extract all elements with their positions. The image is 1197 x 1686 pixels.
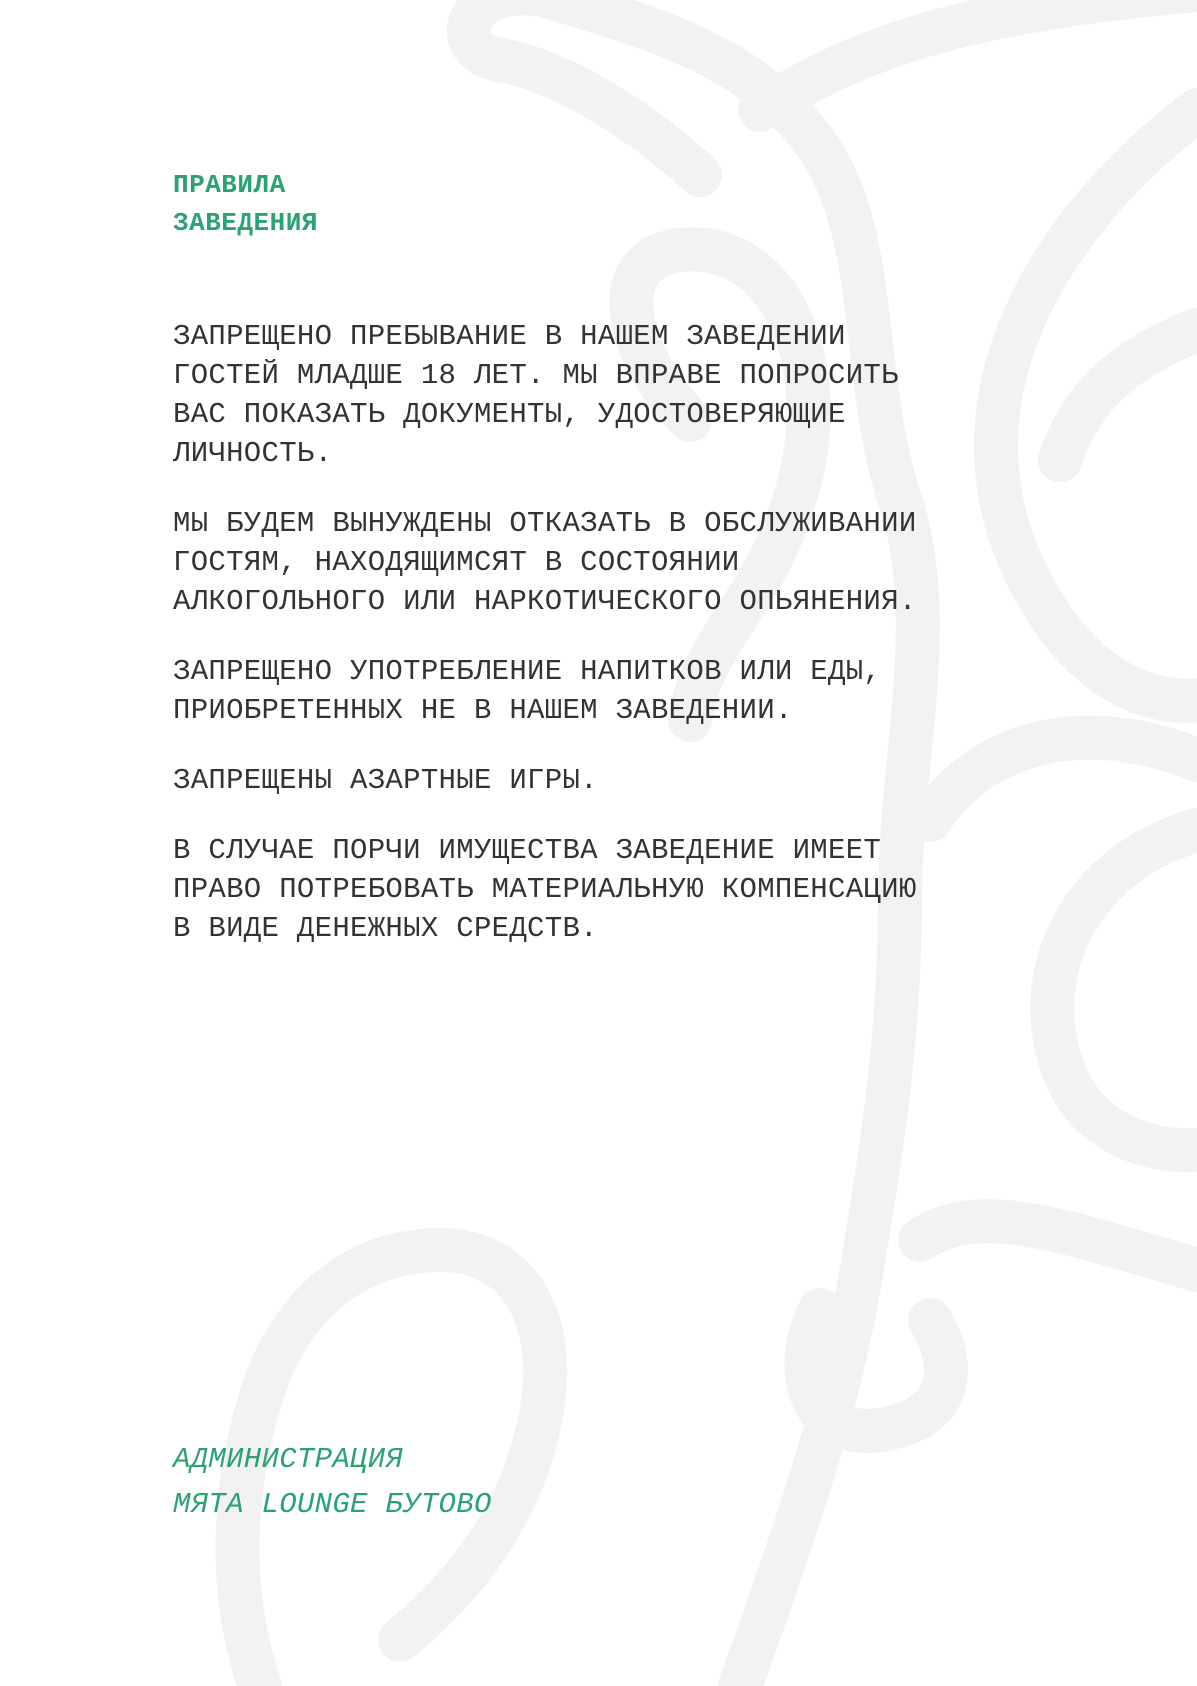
rule-line: ЗАПРЕЩЕНЫ АЗАРТНЫЕ ИГРЫ. [173,764,598,797]
page-title-line: ПРАВИЛА [173,170,286,200]
rule-line: В ВИДЕ ДЕНЕЖНЫХ СРЕДСТВ. [173,912,598,945]
signature-line: АДМИНИСТРАЦИЯ [173,1443,404,1476]
rule-line: МЫ БУДЕМ ВЫНУЖДЕНЫ ОТКАЗАТЬ В ОБСЛУЖИВАНИИ [173,507,917,540]
rule-line: ГОСТЯМ, НАХОДЯЩИМСЯТ В СОСТОЯНИИ [173,546,740,579]
rule-line: ВАС ПОКАЗАТЬ ДОКУМЕНТЫ, УДОСТОВЕРЯЮЩИЕ [173,398,846,431]
rule-paragraph [173,652,1043,730]
rule-line: АЛКОГОЛЬНОГО ИЛИ НАРКОТИЧЕСКОГО ОПЬЯНЕНИЯ. [173,585,917,618]
rule-line: ЗАПРЕЩЕНО ПРЕБЫВАНИЕ В НАШЕМ ЗАВЕДЕНИИ [173,320,846,353]
signature-line: МЯТА LOUNGE БУТОВО [173,1488,492,1521]
rule-line: ГОСТЕЙ МЛАДШЕ 18 ЛЕТ. МЫ ВПРАВЕ ПОПРОСИТЬ [173,359,899,392]
page-title [173,166,318,242]
rule-line: ПРАВО ПОТРЕБОВАТЬ МАТЕРИАЛЬНУЮ КОМПЕНСАЦИЮ [173,873,917,906]
rules-list [173,317,1043,979]
rule-paragraph [173,317,1043,473]
rule-line: ПРИОБРЕТЕННЫХ НЕ В НАШЕМ ЗАВЕДЕНИИ. [173,694,793,727]
rule-paragraph [173,504,1043,621]
rule-line: ЗАПРЕЩЕНО УПОТРЕБЛЕНИЕ НАПИТКОВ ИЛИ ЕДЫ, [173,655,882,688]
rule-paragraph [173,761,1043,800]
rule-paragraph [173,831,1043,948]
page-title-line: ЗАВЕДЕНИЯ [173,208,318,238]
rule-line: ЛИЧНОСТЬ. [173,437,333,470]
signature-block [173,1437,492,1527]
rule-line: В СЛУЧАЕ ПОРЧИ ИМУЩЕСТВА ЗАВЕДЕНИЕ ИМЕЕТ [173,834,882,867]
